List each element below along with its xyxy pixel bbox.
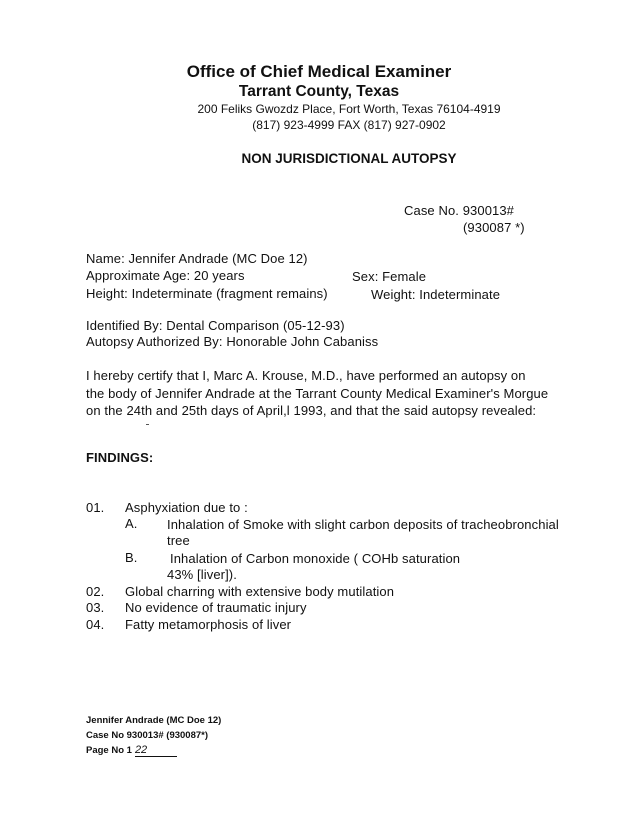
finding-1-text: Asphyxiation due to :: [125, 500, 248, 515]
finding-2-text: Global charring with extensive body mutilation: [125, 584, 395, 599]
findings-label: FINDINGS:: [86, 450, 154, 465]
case-number: Case No. 930013#: [404, 203, 515, 218]
finding-1a-text-cont: tree: [167, 533, 190, 548]
finding-1a-text: Inhalation of Smoke with slight carbon deposits of tracheobronchial: [167, 517, 559, 532]
footer-page: [86, 744, 177, 757]
finding-4-text: Fatty metamorphosis of liver: [125, 617, 292, 632]
case-number-alt: (930087 *): [463, 220, 525, 235]
weight: Weight: Indeterminate: [371, 287, 501, 302]
office-title: Office of Chief Medical Examiner: [186, 62, 452, 81]
height: Height: Indeterminate (fragment remains): [86, 286, 328, 301]
approximate-age: Approximate Age: 20 years: [86, 268, 245, 283]
footer-page-label: Page No 1: [86, 745, 132, 756]
office-address: 200 Feliks Gwozdz Place, Fort Worth, Texas 76104-4919: [197, 102, 501, 116]
handwritten-page-total: 22: [135, 744, 177, 757]
finding-1b-text: Inhalation of Carbon monoxide ( COHb saturation: [170, 551, 461, 566]
decedent-name: Name: Jennifer Andrade (MC Doe 12): [86, 251, 308, 266]
sex: Sex: Female: [352, 269, 427, 284]
finding-1b-letter: B.: [125, 550, 138, 565]
finding-1b-text-cont: 43% [liver]).: [167, 567, 237, 582]
authorized-by: Autopsy Authorized By: Honorable John Cabaniss: [86, 334, 379, 349]
finding-3-text: No evidence of traumatic injury: [125, 600, 307, 615]
finding-4-number: 04.: [86, 617, 105, 632]
finding-1a-letter: A.: [125, 516, 138, 531]
county-title: Tarrant County, Texas: [238, 83, 400, 100]
certify-line-3: on the 24th and 25th days of April,l 1993, and that the said autopsy revealed:: [86, 403, 537, 418]
identified-by: Identified By: Dental Comparison (05-12-93): [86, 318, 345, 333]
office-phone: (817) 923-4999 FAX (817) 927-0902: [252, 118, 446, 132]
finding-2-number: 02.: [86, 584, 105, 599]
certify-line-1: I hereby certify that I, Marc A. Krouse, M.D., have performed an autopsy on: [86, 368, 526, 383]
footer-name: Jennifer Andrade (MC Doe 12): [86, 715, 222, 726]
document-title: NON JURISDICTIONAL AUTOPSY: [241, 151, 457, 166]
footer-case: Case No 930013# (930087*): [86, 730, 209, 741]
finding-1-number: 01.: [86, 500, 105, 515]
stray-mark: [146, 424, 149, 425]
finding-3-number: 03.: [86, 600, 105, 615]
certify-line-2: the body of Jennifer Andrade at the Tarrant County Medical Examiner's Morgue: [86, 386, 549, 401]
